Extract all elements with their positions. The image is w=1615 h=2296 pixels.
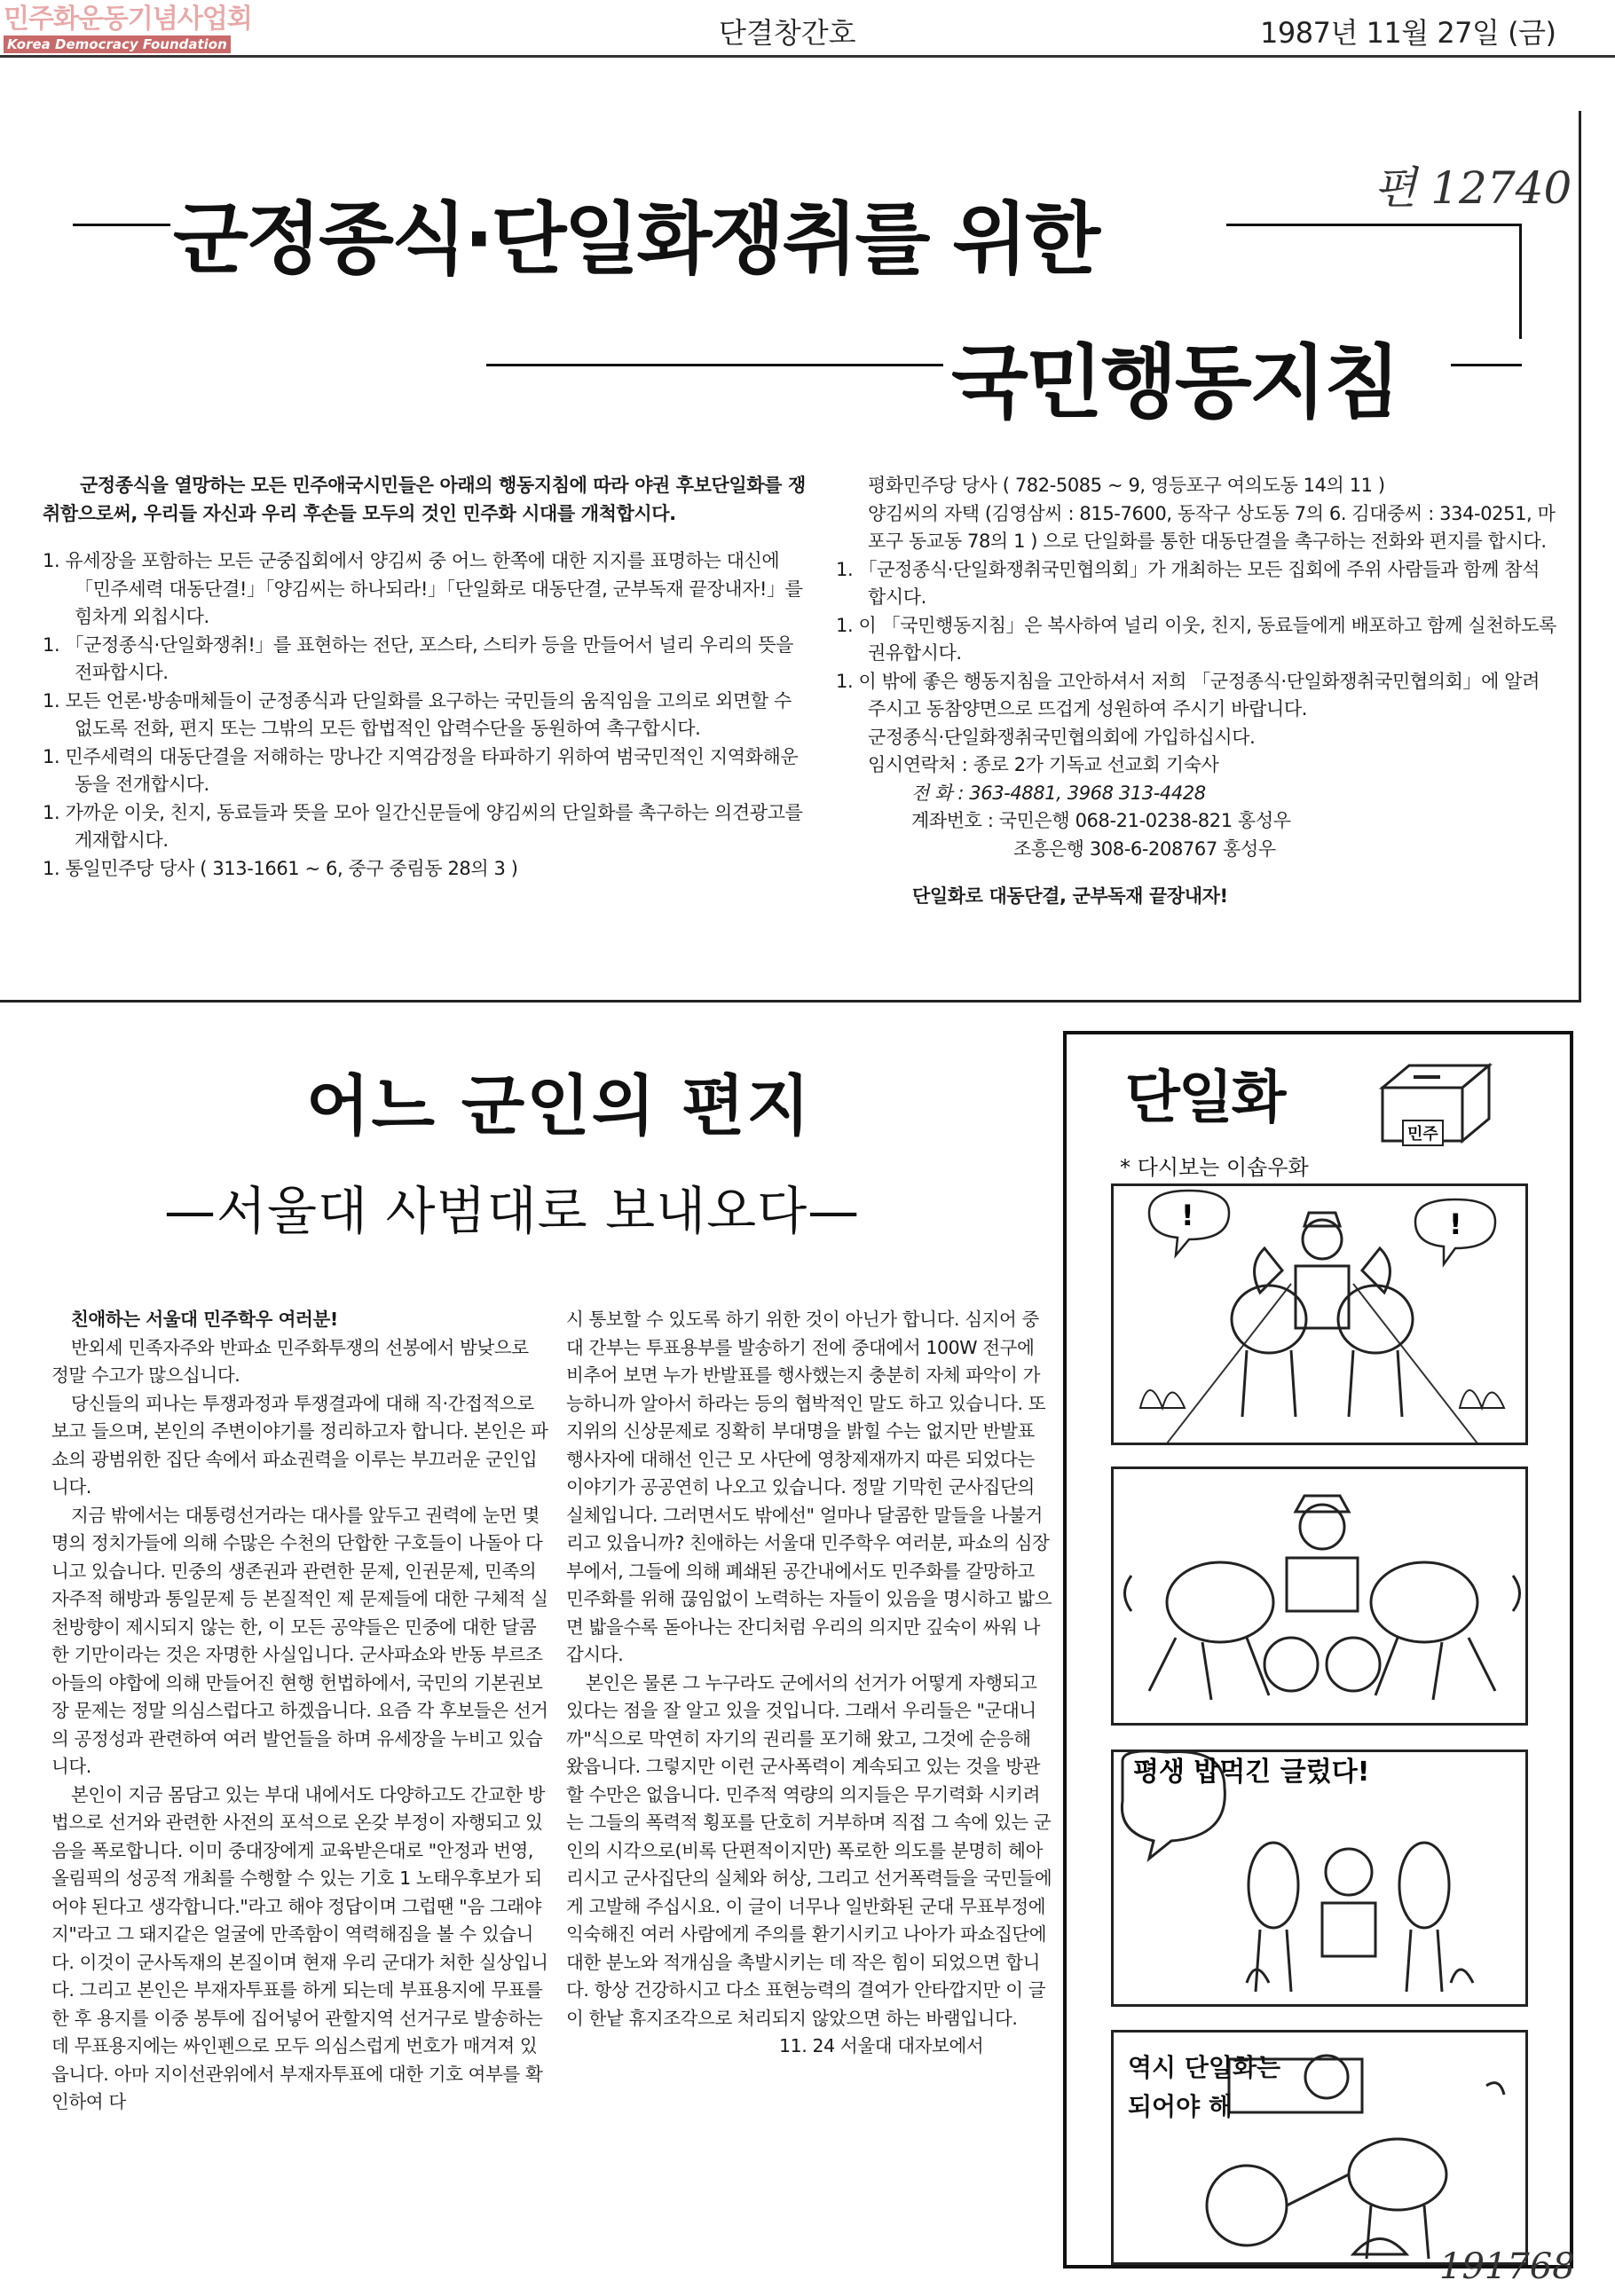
- account-info-2: 조흥은행 308-6-208767 홍성우: [1013, 837, 1276, 860]
- edition-label: 단결창간호: [719, 16, 856, 50]
- article1-left-column: [43, 472, 813, 883]
- phone-info: 전 화 : 363-4881, 3968 313-4428: [911, 782, 1206, 804]
- cartoon-panel-4: [1111, 2030, 1528, 2265]
- headline-rule-left: [73, 224, 170, 226]
- cartoon-panel-3: [1111, 1750, 1528, 2007]
- account-info-1: 계좌번호 : 국민은행 068-21-0238-821 홍성우: [911, 810, 1291, 831]
- handwritten-id: 편 12740: [1374, 162, 1572, 214]
- letter-paragraph: 지금 밖에서는 대통령선거라는 대사를 앞두고 권력에 눈먼 몇 명의 정치가들에 의해 수많은 수천의 단합한 구호들이 나돌아 다니고 있습니다. 민중의 생존권과 관련한 문제, 인권문제, 민족의 자주적 해방과 통일문제 등 본질적인 제 문제들에 대한 구체적 실천방향이 제시되지 않는 한, 이 모든 공약들은 민중에 대한 달콤한 기만이라는 것은 자명한 사실입니다. 군사파쇼와 반동 부르조아들의 야합에 의해 만들어진 현행 헌법하에서, 국민의 기본권보장 문제는 정말 의심스럽다고 하겠읍니다. 요즘 각 후보들은 선거의 공정성과 관련하여 여러 발언들을 하며 유세장을 누비고 있습니다.: [51, 1504, 548, 1777]
- panel4-caption: 역시 단일화는 되어야 해: [1128, 2053, 1281, 2121]
- panel3-caption: 평생 밥먹긴 글렀다!: [1133, 1757, 1370, 1788]
- contact-info: 임시연락처 : 종로 2가 기독교 선교회 기숙사: [868, 754, 1219, 775]
- headline2-rule-left: [486, 364, 943, 366]
- issue-date: 1987년 11월 27일 (금): [1260, 16, 1556, 50]
- headline-rule-right: [1226, 224, 1519, 226]
- list-item: 양김씨의 자택 (김영삼씨 : 815-7600, 동작구 상도동 7의 6. 김대중씨 : 334-0251, 마포구 동교동 78의 1 ) 으로 단일화를 통한 대동단결을 촉구하는 전화와 편지를 합시다.: [868, 502, 1556, 552]
- slogan: 단일화로 대동단결, 군부독재 끝장내자!: [912, 885, 1228, 907]
- letter-paragraph: 본인이 지금 몸담고 있는 부대 내에서도 다양하고도 간교한 방법으로 선거와 관련한 사전의 포석으로 온갖 부정이 자행되고 있음을 폭로합니다. 이미 중대장에게 교육받은대로 "안정과 번영, 올림픽의 성공적 개최를 수행할 수 있는 기호 1 노태우후보가 되어야 된다고 생각합니다."라고 해야 정답이며 그럽땐 "음 그래야지"라고 그 돼지같은 얼굴에 만족함이 역력해짐을 볼 수 있습니다. 이것이 군사독재의 본질이며 현재 우리 군대가 처한 실상입니다. 그리고 본인은 부재자투표를 하게 되는데 부표용지에 무표를 한 후 용지를 이중 봉투에 집어넣어 관할지역 선거구로 발송하는 데 무표용지에는 싸인펜으로 모두 의심스럽게 번호가 매겨져 있읍니다. 아마 지이선관위에서 부재자투표에 대한 기호 여부를 확인하여 다: [51, 1783, 548, 2112]
- panel2-drawing: [1114, 1469, 1528, 1726]
- list-item: 1. 「군정종식·단일화쟁취!」를 표현하는 전단, 포스타, 스티카 등을 만들어서 널리 우리의 뜻을 전파합시다.: [43, 633, 794, 683]
- watermark: [4, 4, 270, 53]
- watermark-korean: 민주화운동기념사업회: [4, 4, 252, 35]
- panel3-drawing: [1114, 1752, 1528, 2007]
- list-item: 1. 민주세력의 대동단결을 저해하는 망나간 지역감정을 타파하기 위하여 범국민적인 지역화해운동을 전개합시다.: [43, 745, 799, 795]
- list-item: 1. 이 밖에 좋은 행동지침을 고안하셔서 저희 「군정종식·단일화쟁취국민협의회」에 알려주시고 동참양면으로 뜨겁게 성원하여 주시기 바랍니다.: [836, 670, 1540, 719]
- list-item: 1. 가까운 이웃, 친지, 동료들과 뜻을 모아 일간신문들에 양김씨의 단일화를 촉구하는 의견광고를 게재합시다.: [43, 801, 803, 851]
- panel1-drawing: [1114, 1186, 1528, 1445]
- letter-paragraph: 당신들의 피나는 투쟁과정과 투쟁결과에 대해 직·간접적으로 보고 들으며, 본인의 주변이야기를 정리하고자 합니다. 본인은 파쇼의 광범위한 집단 속에서 파쇼권력을 이루는 부끄러운 군인입니다.: [51, 1392, 548, 1498]
- letter-paragraph: 반외세 민족자주와 반파쇼 민주화투쟁의 선봉에서 밤낮으로 정말 수고가 많으십니다.: [51, 1336, 529, 1386]
- header-rule: [0, 55, 1615, 58]
- letter-paragraph: 시 통보할 수 있도록 하기 위한 것이 아닌가 합니다. 심지어 중대 간부는 투표용부를 발송하기 전에 중대에서 100W 전구에 비추어 보면 누가 반발표를 행사했는지 충분히 자체 파악이 가능하니까 알아서 하라는 등의 협박적인 말도 하고 있습니다. 또 지위의 신상문제로 징확히 부대명을 밝힐 수는 없지만 반발표 행사자에 대해선 인근 모 사단에 영창제재까지 따른 되었다는 이야기가 공공연히 나오고 있습니다. 정말 기막힌 군사집단의 실체입니다. 그러면서도 밖에선" 얼마나 달콤한 말들을 나불거리고 있읍니까? 친애하는 서울대 민주학우 여러분, 파쇼의 심장부에서, 그들에 의해 폐쇄된 공간내에서도 민주화를 갈망하고 민주화를 위해 끊임없이 노력하는 자들이 있음을 명시하고 밟으면 밟을수록 돋아나는 잔디처럼 우리의 의지만 깊숙이 싸워 나갑시다.: [566, 1309, 1052, 1665]
- headline-line1: 군정종식·단일화쟁취를 위한: [173, 193, 1099, 285]
- list-item: 1. 모든 언론·방송매체들이 군정종식과 단일화를 요구하는 국민들의 움직임을 고의로 외면할 수 없도록 전화, 편지 또는 그밖의 모든 합법적인 압력수단을 동원하여 촉구합시다.: [43, 689, 792, 739]
- cartoon-frame: [1063, 1031, 1573, 2268]
- article1-right-column: [836, 472, 1556, 911]
- list-item: 1. 이 「국민행동지침」은 복사하여 널리 이웃, 친지, 동료들에게 배포하고 함께 실천하도록 권유합시다.: [836, 614, 1556, 664]
- watermark-english: Korea Democracy Foundation: [4, 35, 231, 53]
- article2-column-1: [51, 1306, 548, 2117]
- bubble-right: !: [1449, 1207, 1462, 1241]
- letter-paragraph: 친애하는 서울대 민주학우 여러분!: [71, 1309, 338, 1330]
- article1-intro: 군정종식을 열망하는 모든 민주애국시민들은 아래의 행동지침에 따라 야권 후보단일화를 쟁취함으로써, 우리들 자신과 우리 후손들 모두의 것인 민주화 시대를 개척합시다.: [43, 475, 806, 524]
- headline-line2: 국민행동지침: [951, 336, 1398, 429]
- article2-subtitle: —서울대 사범대로 보내오다—: [164, 1181, 861, 1241]
- article2-column-2: [566, 1306, 1052, 2061]
- list-item: 1. 「군정종식·단일화쟁취국민협의회」가 개최하는 모든 집회에 주위 사람들과 함께 참석합시다.: [836, 558, 1540, 608]
- cartoon-panel-2: [1111, 1466, 1528, 1726]
- cartoon-title: 단일화: [1125, 1065, 1285, 1131]
- page-stamp: 191768: [1439, 2246, 1575, 2287]
- ballot-box-label: 민주: [1402, 1120, 1444, 1146]
- headline-rule-corner: [1519, 224, 1522, 339]
- article2-title: 어느 군인의 편지: [306, 1068, 812, 1144]
- list-item: 군정종식·단일화쟁취국민협의회에 가입하십시다.: [868, 726, 1256, 748]
- letter-signoff: 11. 24 서울대 대자보에서: [779, 2035, 984, 2056]
- headline2-rule-right: [1451, 364, 1522, 366]
- cartoon-panel-1: [1111, 1183, 1528, 1445]
- letter-paragraph: 본인은 물론 그 누구라도 군에서의 선거가 어떻게 자행되고 있다는 점을 잘 알고 있을 것입니다. 그래서 우리들은 "군대니까"식으로 막연히 자기의 권리를 포기해 왔고, 그것에 순응해 왔읍니다. 그렇지만 이런 군사폭력이 계속되고 있는 것을 방관할 수만은 없읍니다. 민주적 역량의 의지들은 무기력화 시키려는 그들의 폭력적 횡포를 단호히 거부하며 직접 그 속에 있는 군인의 시각으로(비록 단편적이지만) 폭로한 의도를 분명히 헤아리시고 군사집단의 실체와 허상, 그리고 선거폭력들을 국민들에게 고발해 주십시요. 이 글이 너무나 일반화된 군대 무표부정에 익숙해진 여러 사람에게 주의를 환기시키고 나아가 파쇼집단에 대한 분노와 적개심을 촉발시키는 데 작은 힘이 되었으면 합니다. 항상 건강하시고 다소 표현능력의 결여가 안타깝지만 이 글이 한낱 휴지조각으로 처리되지 않았으면 하는 바램입니다.: [566, 1671, 1052, 2029]
- bubble-left: !: [1181, 1199, 1194, 1232]
- cartoon-subtitle: * 다시보는 이솝우화: [1120, 1155, 1309, 1180]
- list-item: 평화민주당 당사 ( 782-5085 ~ 9, 영등포구 여의도동 14의 11 ): [868, 475, 1385, 496]
- list-item: 1. 통일민주당 당사 ( 313-1661 ~ 6, 중구 중림동 28의 3 ): [43, 857, 518, 879]
- list-item: 1. 유세장을 포함하는 모든 군중집회에서 양김씨 중 어느 한쪽에 대한 지지를 표명하는 대신에 「민주세력 대동단결!」「양김씨는 하나되라!」「단일화로 대동단결, 군부독재 끝장내자!」를 힘차게 외칩시다.: [43, 550, 803, 627]
